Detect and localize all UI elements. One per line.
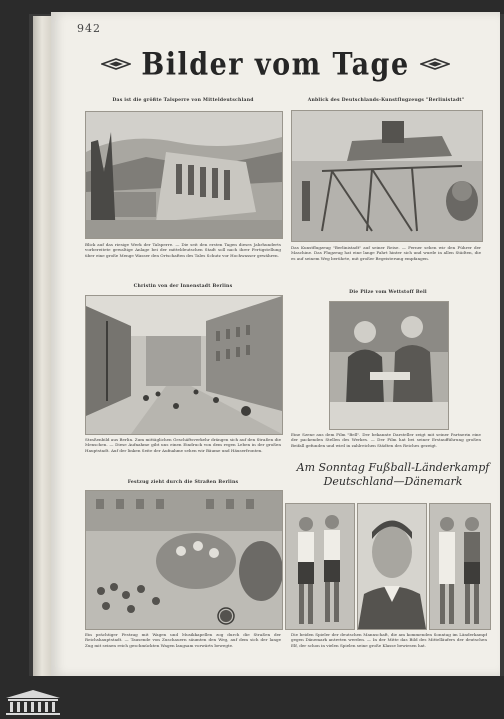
right-ornament-icon (420, 57, 450, 71)
film-heading: Die Pilze vom Wettstoff Bell (349, 290, 427, 295)
parade-photo (85, 490, 283, 630)
dam-caption: Blick auf das riesige Werk der Talsperre. — Die seit den ersten Tagen dieses Jahrhunderts vorbereitete gewaltige Anlage bei der mitteldeutschen Stadt soll nach ihrer Fertigstellung über eine große Menge Wasser den Ortschaften des Tales Schutz vor Hochwasser gewähren. (85, 242, 281, 258)
page-title: Bilder vom Tage (141, 46, 410, 82)
football-player-right-photo (429, 503, 491, 630)
film-photo (329, 301, 449, 430)
street-caption: Straßenbild aus Berlin. Zum mittäglichen Geschäftsverkehr drängen sich auf den Straßen die Menschen. — Diese Aufnahme gibt uns einen Eindruck von dem regen Leben in der großen Hauptstadt. Auf der linken Seite der Aufnahme sehen wir Bäume und Häuserfronten. (85, 437, 281, 453)
dam-photo (85, 111, 283, 239)
football-portrait-photo (357, 503, 427, 630)
football-heading-line2: Deutschland—Dänemark (323, 475, 463, 488)
dam-heading: Das ist die größte Talsperre von Mitteldeutschland (112, 98, 254, 103)
film-caption: Eine Szene aus dem Film "Bell". Der bekannte Darsteller zeigt mit seiner Partnerin eine der packenden Stellen des Werkes. — Der Film hat bei seiner Erstaufführung großen Beifall gefunden und wird in zahlreichen Städten des Reiches gezeigt. (291, 432, 481, 448)
football-player-left-photo (285, 503, 355, 630)
airship-heading: Anblick des Deutschlands-Kunstflugzeugs "Berlinistadt" (307, 98, 465, 103)
football-caption: Die beiden Spieler der deutschen Mannschaft, die am kommenden Sonntag im Länderkampf gegen Dänemark antreten werden. — In der Mitte das Bild des Mittelläufers der deutschen Elf, der schon in vielen Spielen seine große Klasse bewiesen hat. (291, 632, 487, 648)
page-edges (33, 16, 53, 676)
left-ornament-icon (101, 57, 131, 71)
football-heading (293, 461, 493, 488)
parade-caption: Ein prächtiger Festzug mit Wagen und Musikkapellen zog durch die Straßen der Reichshauptstadt. — Tausende von Zuschauern säumten den Weg, auf dem sich der lange Zug mit seinen reich geschmückten Wagen langsam vorwärts bewegte. (85, 632, 281, 648)
street-photo (85, 295, 283, 435)
library-building-icon (4, 688, 62, 716)
football-heading-line1: Am Sonntag Fußball-Länderkampf (296, 461, 490, 474)
airship-photo (291, 110, 483, 242)
magazine-page (51, 12, 500, 676)
street-heading: Christin von der Innenstadt Berlins (133, 284, 233, 289)
page-title-row (51, 44, 500, 84)
airship-caption: Das Kunstflugzeug "Berlinistadt" auf seiner Reise. — Ferner sehen wir den Führer der Maschine. Das Flugzeug hat eine lange Fahrt hinter sich und wurde in allen Städten, die es auf seinem Weg berührte, mit großer Begeisterung empfangen. (291, 245, 481, 261)
page-number: 942 (77, 22, 101, 35)
parade-heading: Festzug zieht durch die Straßen Berlins (127, 480, 239, 485)
